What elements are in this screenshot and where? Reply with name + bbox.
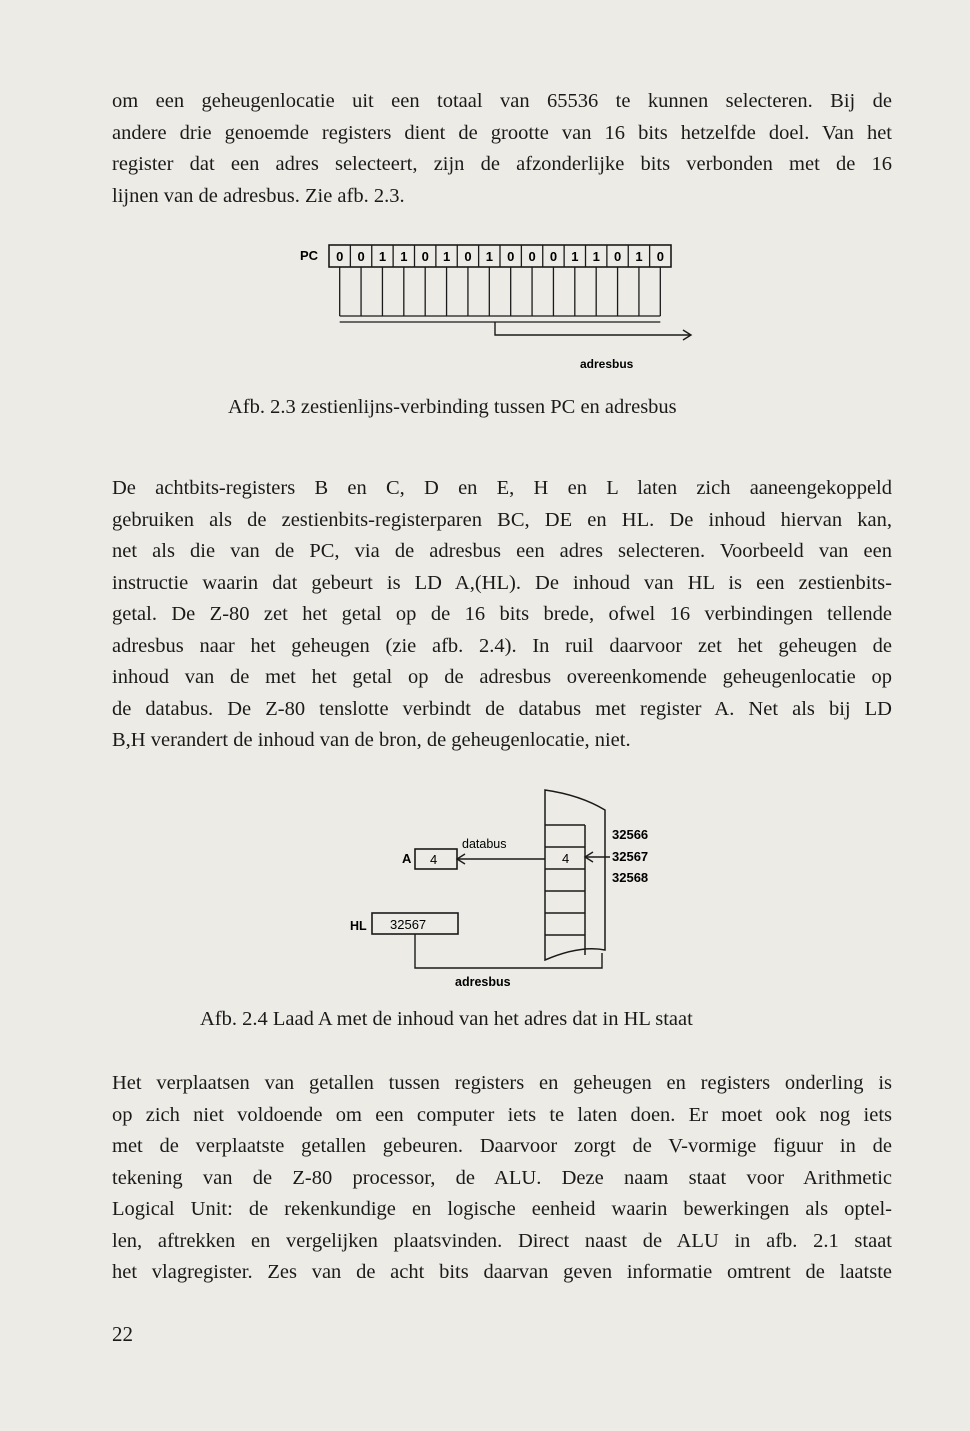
paragraph-registerpairs: [112, 473, 892, 757]
figure-2-4-caption: Afb. 2.4 Laad A met de inhoud van het adres dat in HL staat: [200, 1008, 693, 1030]
pc-bit-14: 1: [635, 249, 643, 264]
register-a-label: A: [402, 851, 412, 866]
text-line: De achtbits-registers B en C, D en E, H en L laten zich aaneengekoppeld: [112, 477, 892, 499]
pc-bit-13: 0: [613, 249, 622, 264]
pc-bit-3: 1: [400, 249, 408, 264]
pc-bit-5: 1: [442, 249, 451, 264]
figure-2-3-diagram: [290, 238, 710, 373]
text-line: len, aftrekken en vergelijken plaatsvinden. Direct naast de ALU in afb. 2.1 staat: [112, 1229, 892, 1252]
pc-bit-10: 0: [549, 249, 558, 264]
paragraph-intro: [112, 86, 892, 212]
memory-cell-value: 4: [562, 851, 570, 866]
pc-bit-6: 0: [464, 249, 472, 264]
text-line: inhoud van de met het getal op de adresbus overeenkomende geheugenlocatie op: [112, 666, 892, 688]
text-line: lijnen van de adresbus. Zie afb. 2.3.: [112, 184, 405, 207]
text-line: register dat een adres selecteert, zijn de afzonderlijke bits verbonden met de 16: [112, 153, 892, 175]
databus-label: databus: [462, 837, 507, 851]
pc-bit-0: 0: [336, 249, 344, 264]
register-a-value: 4: [430, 852, 438, 867]
figure-2-3-caption: Afb. 2.3 zestienlijns-verbinding tussen PC en adresbus: [228, 396, 677, 418]
pc-register-label: PC: [300, 248, 319, 263]
adresbus-arrow: [495, 322, 690, 335]
text-line: Het verplaatsen van getallen tussen registers en geheugen en registers onderling is: [112, 1072, 892, 1094]
text-line: andere drie genoemde registers dient de grootte van 16 bits hetzelfde doel. Van het: [112, 121, 892, 144]
text-line: het vlagregister. Zes van de acht bits daarvan geven informatie omtrent de laatste: [112, 1261, 892, 1283]
register-hl-label: HL: [350, 919, 367, 933]
address-32566: 32566: [612, 827, 649, 842]
text-line: B,H verandert de inhoud van de bron, de geheugenlocatie, niet.: [112, 729, 631, 751]
pc-bit-15: 0: [656, 249, 664, 264]
text-line: tekening van de Z-80 processor, de ALU. Deze naam staat voor Arithmetic: [112, 1166, 892, 1189]
pc-bit-11: 1: [571, 249, 579, 264]
pc-bit-4: 0: [421, 249, 429, 264]
text-line: instructie waarin dat gebeurt is LD A,(HL). De inhoud van HL is een zestienbits-: [112, 571, 892, 594]
text-line: om een geheugenlocatie uit een totaal van 65536 te kunnen selecteren. Bij de: [112, 90, 892, 112]
text-line: de databus. De Z-80 tenslotte verbindt de databus met register A. Net als bij LD: [112, 697, 892, 720]
register-hl-value: 32567: [390, 917, 427, 932]
pc-bit-2: 1: [378, 249, 387, 264]
text-line: gebruiken als de zestienbits-registerparen BC, DE en HL. De inhoud hiervan kan,: [112, 508, 892, 531]
address-32568: 32568: [612, 870, 649, 885]
page-number: 22: [112, 1322, 133, 1346]
text-line: getal. De Z-80 zet het getal op de 16 bits brede, ofwel 16 verbindingen tellende: [112, 603, 892, 625]
pc-bit-8: 0: [507, 249, 515, 264]
text-line: Logical Unit: de rekenkundige en logische eenheid waarin bewerkingen als optel-: [112, 1198, 892, 1220]
text-line: adresbus naar het geheugen (zie afb. 2.4). In ruil daarvoor zet het geheugen de: [112, 634, 892, 657]
address-32567: 32567: [612, 849, 649, 864]
pc-bit-9: 0: [528, 249, 536, 264]
paragraph-alu: [112, 1068, 892, 1289]
text-line: met de verplaatste getallen gebeuren. Daarvoor zorgt de V-vormige figuur in de: [112, 1135, 892, 1157]
text-line: op zich niet voldoende om een computer iets te laten doen. Er moet ook nog iets: [112, 1103, 892, 1126]
pc-bit-1: 0: [357, 249, 365, 264]
figure-2-4-diagram: [340, 785, 680, 995]
text-line: net als die van de PC, via de adresbus een adres selecteren. Voorbeeld van een: [112, 540, 892, 562]
adresbus-label-2: adresbus: [455, 975, 511, 989]
memory-block: [545, 790, 605, 960]
adresbus-label: adresbus: [580, 357, 634, 371]
pc-bit-12: 1: [592, 249, 600, 264]
pc-bit-7: 1: [485, 249, 493, 264]
